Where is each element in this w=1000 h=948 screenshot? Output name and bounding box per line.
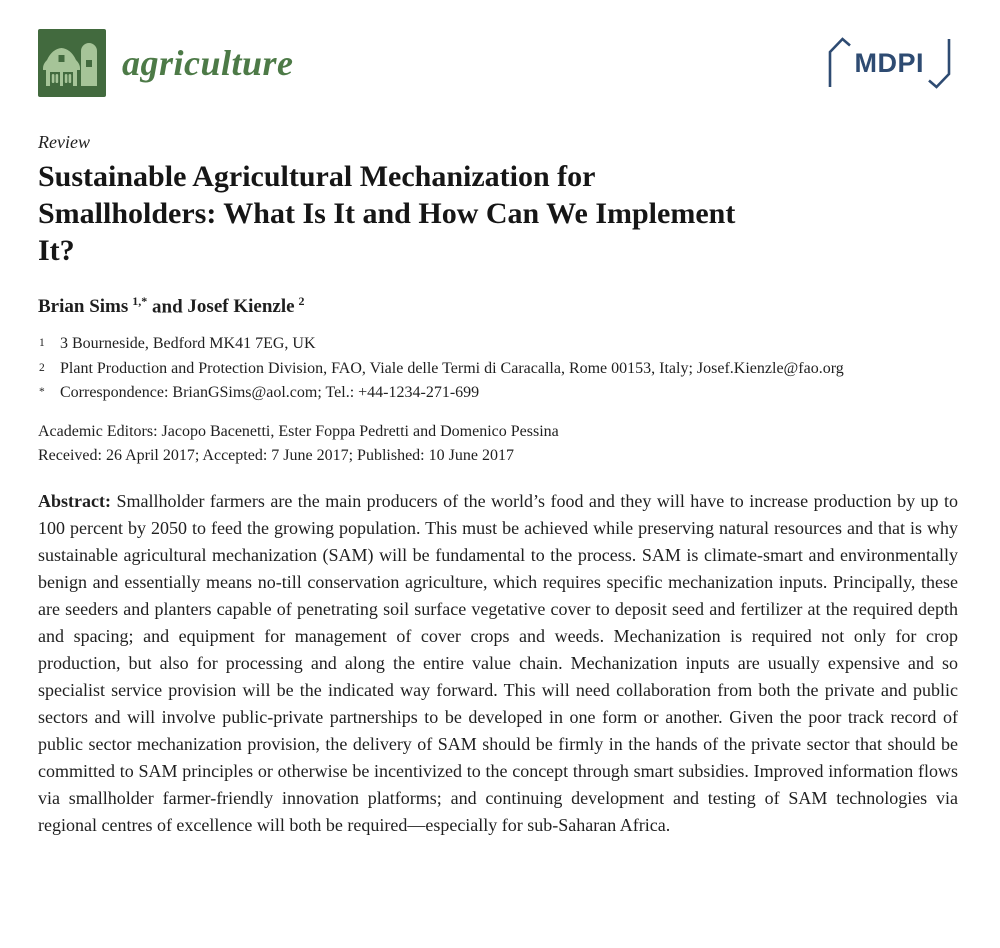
dates-line: Received: 26 April 2017; Accepted: 7 June 2017; Published: 10 June 2017: [38, 446, 514, 464]
abstract-text: Smallholder farmers are the main producers of the world’s food and they will have to increase production by up to 100 percent by 2050 to feed the growing population. This must be achieved while preserving natural resources and that is why sustainable agricultural mechanization (SAM) will be fundamental to the process. SAM is climate-smart and environmentally benign and essentially means no-till conservation agriculture, which requires specific mechanization inputs. Principally, these are seeders and planters capable of penetrating soil surface vegetative cover to deposit seed and fertilizer at the required depth and spacing; and equipment for management of cover crops and weeds. Mechanization is required not only for crop production, but also for processing and along the entire value chain. Mechanization inputs are usually expensive and so specialist service provision will be the indicated way forward. This will need collaboration from both the private and public sectors and will involve public-private partnerships to be developed in one form or another. Given the poor track record of public sector mechanization provision, the delivery of SAM should be firmly in the hands of the private sector that should be committed to SAM principles or otherwise be incentivized to the concept through smart subsidies. Improved information flows via smallholder farmer-friendly innovation platforms; and continuing development and testing of SAM technologies via regional centres of excellence will both be required—especially for sub-Saharan Africa.: [38, 490, 959, 835]
academic-editors-line: Academic Editors: Jacopo Bacenetti, Ester Foppa Pedretti and Domenico Pessina: [38, 422, 559, 440]
hexagon-bracket-left-icon: [827, 35, 851, 91]
author-affiliation-marker: 1,*: [132, 294, 148, 308]
barn-icon: [38, 29, 106, 97]
author-name-text: Brian Sims: [38, 296, 129, 318]
editorial-block: [38, 420, 958, 468]
masthead: [38, 28, 958, 98]
author-affiliation-marker: 2: [298, 294, 305, 308]
affiliation-item: [38, 332, 943, 357]
authors-line: [38, 294, 958, 318]
correspondence-text: Correspondence: BrianGSims@aol.com; Tel.: +44-1234-271-699: [60, 384, 480, 402]
correspondence-marker: *: [39, 386, 45, 399]
affiliation-text: Plant Production and Protection Division, FAO, Viale delle Termi di Caracalla, Rome 00153, Italy; Josef.Kienzle@fao.org: [60, 359, 844, 377]
journal-brand: [38, 29, 294, 97]
article-type-label: Review: [38, 132, 90, 152]
affiliation-text: 3 Bourneside, Bedford MK41 7EG, UK: [60, 335, 316, 353]
journal-logo: [38, 29, 106, 97]
author-name: [38, 296, 147, 317]
affiliation-marker: 2: [39, 361, 45, 374]
author-name-text: Josef Kienzle: [187, 296, 295, 318]
abstract-label: Abstract:: [38, 490, 111, 511]
affiliation-marker: 1: [39, 337, 45, 350]
publisher-name: MDPI: [854, 47, 924, 78]
authors-connector: and: [152, 296, 183, 318]
article-title: Sustainable Agricultural Mechanization for Smallholders: What Is It and How Can We Implement It?: [38, 160, 736, 267]
affiliation-item: [38, 357, 943, 382]
mdpi-logo: [827, 35, 953, 91]
abstract: [38, 488, 958, 839]
hexagon-bracket-right-icon: [928, 35, 952, 91]
affiliation-list: [38, 332, 943, 406]
author-name: [187, 296, 304, 317]
affiliation-item-correspondence: [38, 381, 943, 406]
journal-name: agriculture: [122, 43, 294, 83]
